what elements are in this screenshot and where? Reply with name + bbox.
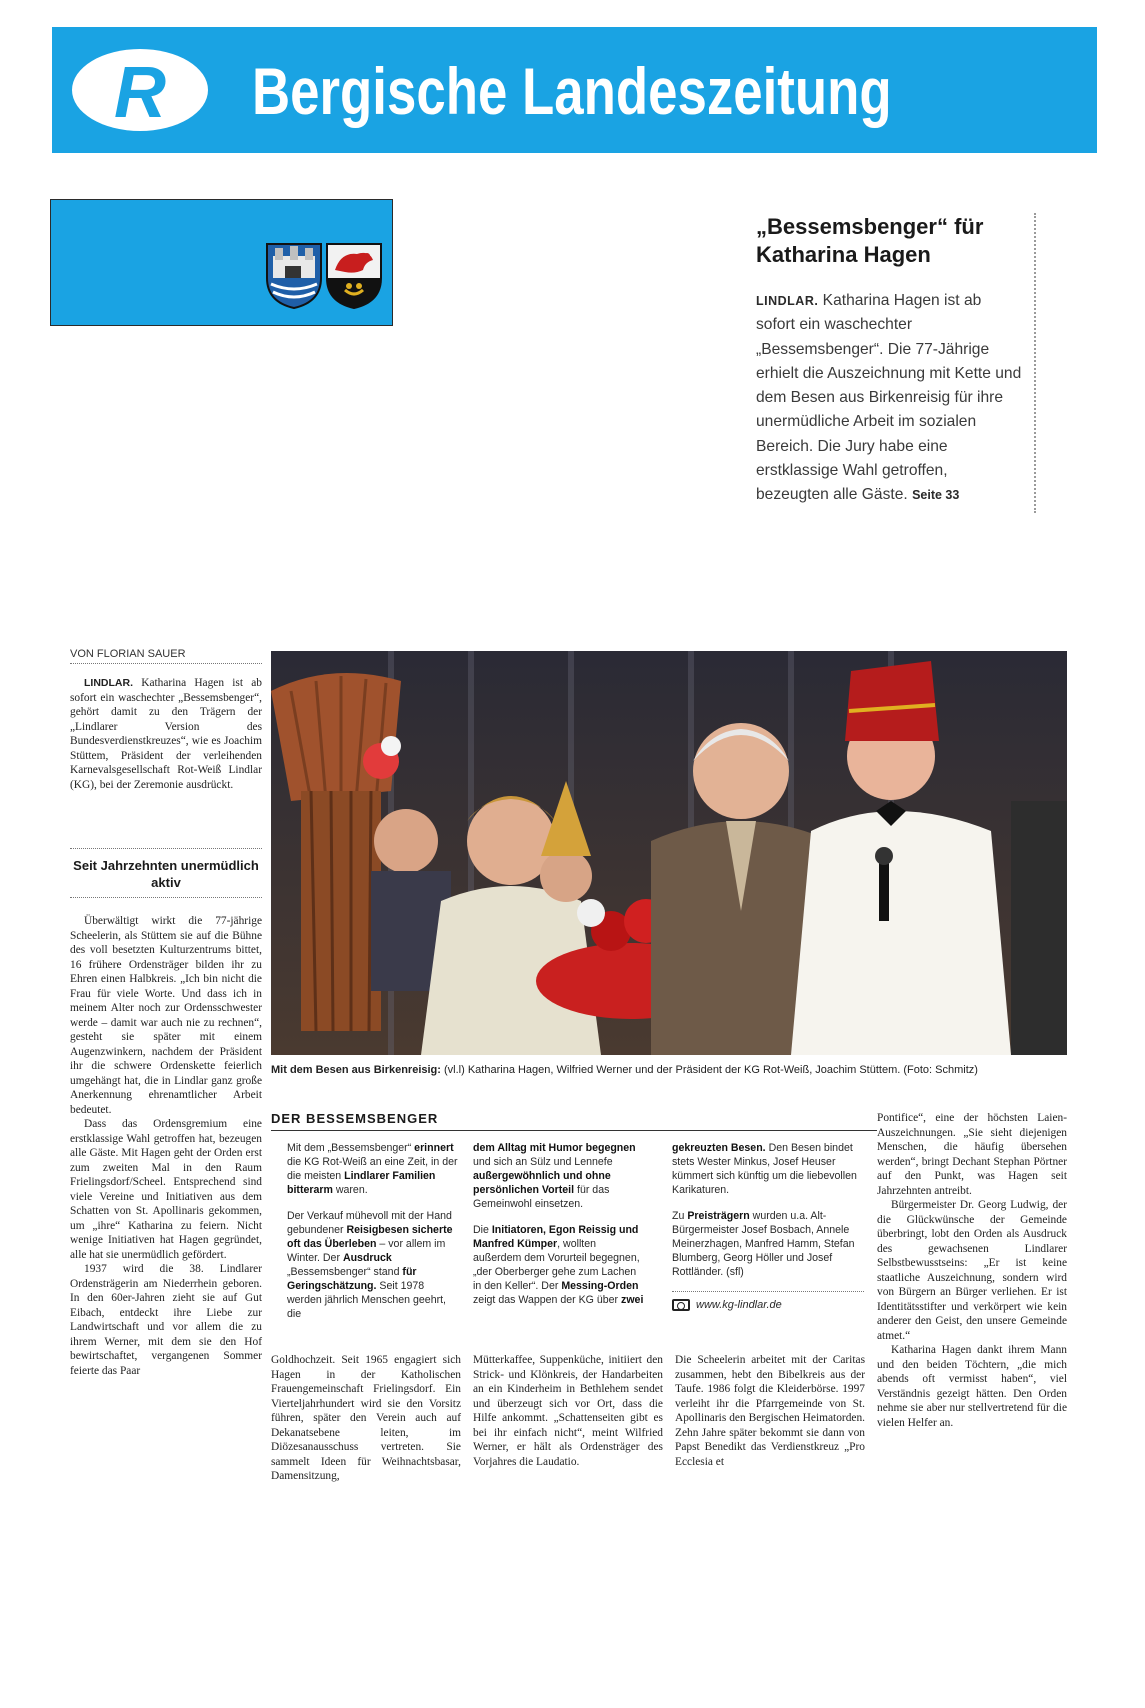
newspaper-title: Bergische Landeszeitung: [252, 54, 892, 128]
website-link[interactable]: [672, 1291, 864, 1312]
article-intro: Katharina Hagen ist ab sofort ein waschechter „Bessemsbenger“, gehört damit zu den Trägern der „Lindlarer Version des Bundesverdienstkreuzes“, wie es Joachim Stüttem, Präsident der verleihenden Karnevalsgesellschaft Rot-Weiß Lindlar (KG), bei der Zeremonie ausdrückt.: [70, 677, 262, 791]
photo-caption-text: (vl.l) Katharina Hagen, Wilfried Werner und der Präsident der KG Rot-Weiß, Joachim Stüttem. (Foto: Schmitz): [444, 1064, 978, 1076]
teaser-headline: „Bessemsbenger“ für Katharina Hagen: [756, 214, 984, 267]
article-paragraph: Die Scheelerin arbeitet mit der Caritas zusammen, hebt den Bibelkreis aus der Taufe. 1986 folgt die Kleiderbörse. 1997 verleiht ihr die Pfarrgemeinde von St. Apollinaris den Bergischen Heimatorden. Zehn Jahre später bekommt sie dann von Papst Benedikt das Verdienstkreuz „Pro Ecclesia et: [675, 1354, 865, 1468]
infobox-text: außergewöhnlich und ohne persönlichen Vorteil: [473, 1170, 611, 1196]
infobox-text: „Bessemsbenger“ stand: [287, 1266, 403, 1278]
svg-text:R: R: [114, 53, 166, 133]
infobox-text: für Geringschätzung.: [287, 1266, 417, 1292]
infobox-text: wurden u.a. Alt-Bürgermeister Josef Bosbach, Annele Meinerzhagen, Manfred Hamm, Stefan Blumberg, Georg Höller und Josef Rottländer. (sfl): [672, 1210, 855, 1278]
article-photo: [271, 651, 1067, 1055]
article-paragraph: Katharina Hagen dankt ihrem Mann und den beiden Töchtern, „die mich abends oft vermisst haben“, viel Verständnis gezeigt hätten. Den Orden nehme sie aber nur stellvertretend für die vielen Helfer an.: [877, 1344, 1067, 1429]
infobox-column-1: [287, 1141, 459, 1333]
teaser-body: [756, 289, 1022, 508]
infobox-heading: DER BESSEMSBENGER: [271, 1111, 877, 1131]
infobox-text: dem Alltag mit Humor begegnen: [473, 1142, 636, 1154]
infobox-text: zeigt das Wappen der KG über: [473, 1294, 622, 1306]
article-location: LINDLAR.: [84, 677, 133, 689]
web-link-icon: [672, 1299, 690, 1311]
article-paragraph: Goldhochzeit. Seit 1965 engagiert sich Hagen in der Katholischen Frauengemeinschaft Frielingsdorf. Ein Vierteljahrhundert wird sie den Vorsitz führen, später den Verein auch auf Dekanatsebene leiten, im Diözesanausschuss vertreten. Sie sammelt Ideen für Weihnachtsbasar, Damensitzung,: [271, 1354, 461, 1482]
infobox-text: gekreuzten Besen.: [672, 1142, 766, 1154]
newspaper-r-logo-icon: [70, 47, 210, 133]
infobox-column-2: [473, 1141, 645, 1319]
infobox-text: Die: [473, 1224, 492, 1236]
infobox-text: zwei: [621, 1294, 644, 1306]
article-column-1-intro: [70, 676, 262, 792]
article-paragraph: Bürgermeister Dr. Georg Ludwig, der die Glückwünsche der Gemeinde überbringt, lobt den Orden als Ausdruck des gewachsenen Lindlarer Selbstbewusstseins: „Er ist keine staatliche Auszeichnung, sondern wird von Bürgern an Bürger verliehen. Er ist Identitätsstifter und verkörpert wie kein anderer den Geist, den unsere Gemeinde atmet.“: [877, 1199, 1067, 1342]
teaser-location: LINDLAR.: [756, 294, 819, 308]
infobox-text: Den Besen bindet stets Wester Minkus, Josef Heuser kümmert sich künftig um die liebevollen Karikaturen.: [672, 1142, 857, 1196]
infobox-text: Der Verkauf mühevoll mit der Hand gebundener: [287, 1210, 452, 1236]
infobox-text: und sich an Sülz und Lennefe: [473, 1156, 613, 1168]
local-section-banner: [50, 199, 393, 326]
article-column-3: [473, 1353, 663, 1469]
newspaper-masthead: [52, 27, 1097, 153]
infobox-text: Seit 1978 werden jährlich Menschen geehrt, die: [287, 1280, 446, 1320]
infobox-column-3: [672, 1141, 864, 1312]
infobox-text: , wollten außerdem dem Vorurteil begegnen, „der Oberberger gehe zum Lachen in den Keller“. Der: [473, 1238, 640, 1292]
infobox-text: Zu: [672, 1210, 688, 1222]
photo-caption: [271, 1063, 1071, 1077]
article-paragraph: Mütterkaffee, Suppenküche, initiiert den Strick- und Klönkreis, der Handarbeiten an ein Kinderheim in Bethlehem sendet und überzeugt sich vor Ort, dass die Hilfe ankommt. „Schattenseiten gibt es bei ihr einfach nicht“, meint Wilfried Werner, er hält als Ordensträger des Vorjahres die Laudatio.: [473, 1354, 663, 1468]
article-paragraph: Pontifice“, eine der höchsten Laien-Auszeichnungen. „Sie sieht diejenigen Menschen, die häufig übersehen werden“, bringt Dechant Stephan Pörtner auf den Punkt, was Hagen seit Jahrzehnten antreibt.: [877, 1112, 1067, 1197]
red-animal-coat-of-arms-icon: [327, 244, 381, 308]
infobox-text: Initiatoren, Egon Reissig und Manfred Kümper: [473, 1224, 639, 1250]
photo-caption-lead: Mit dem Besen aus Birkenreisig:: [271, 1064, 441, 1076]
article-paragraph: 1937 wird die 38. Lindlarer Ordensträgerin am Niederrhein geboren. In den 60er-Jahren zieht sie auf Gut Eibach, entdeckt ihre Liebe zur Landwirtschaft und vor allem die zu ihrem Werner, mit dem sie den Hof bewirtschaftet, vergangenen Sommer feierte das Paar: [70, 1263, 262, 1377]
infobox-text: waren.: [332, 1184, 368, 1196]
website-link-text[interactable]: www.kg-lindlar.de: [696, 1299, 782, 1311]
infobox-text: Mit dem „Bessemsbenger“: [287, 1142, 415, 1154]
coat-of-arms-pair-icon: [265, 240, 385, 310]
article-column-2: [271, 1353, 461, 1484]
infobox-text: die KG Rot-Weiß an eine Zeit, in der die meisten: [287, 1156, 458, 1182]
lindlar-coat-of-arms-icon: [267, 244, 321, 308]
teaser-box: [756, 213, 1036, 513]
teaser-text: Katharina Hagen ist ab sofort ein waschechter „Bessemsbenger“. Die 77-Jährige erhielt die Auszeichnung mit Kette und dem Besen aus Birkenreisig für ihre unermüdliche Arbeit im sozialen Bereich. Die Jury habe eine erstklassige Wahl getroffen, bezeugten alle Gäste.: [756, 292, 1022, 504]
infobox-text: Messing-Orden: [561, 1280, 639, 1292]
infobox-text: für das Gemeinwohl einsetzen.: [473, 1184, 610, 1210]
article-paragraph: Überwältigt wirkt die 77-jährige Scheelerin, als Stüttem sie auf die Bühne des voll besetzten Kulturzentrums bittet, 16 frühere Ordensträger bilden ihr zu Ehren einen Halbkreis. „Ich bin nicht die Frau für viele Worte. Und dass ich in meinem Alter noch zur Ordensschwester werde – damit war auch nie zu rechnen“, gesteht sie später mit einem Augenzwinkern, nachdem der Präsident ihr die schwere Ordenskette feierlich umgehängt hat, die in Lindlar ganz große Anerkennung ehrenamtlicher Arbeit bedeutet.: [70, 915, 262, 1116]
article-subheading: Seit Jahrzehnten unermüdlich aktiv: [70, 848, 262, 898]
article-column-1: [70, 914, 262, 1378]
teaser-page-reference[interactable]: Seite 33: [912, 488, 960, 503]
article-byline: VON FLORIAN SAUER: [70, 648, 262, 664]
infobox-text: Lindlarer Familien bitterarm: [287, 1170, 436, 1196]
article-column-4: [675, 1353, 865, 1469]
infobox-text: Reisigbesen sicherte oft das Überleben: [287, 1224, 453, 1250]
infobox-text: Ausdruck: [342, 1252, 392, 1264]
ceremony-photo-image: [271, 651, 1067, 1055]
infobox-text: erinnert: [414, 1142, 454, 1154]
article-paragraph: Dass das Ordensgremium eine erstklassige Wahl getroffen hat, bezeugen alle Gäste. Mit Hagen geht der Orden erst zum zweiten Mal in den Raum Frielingsdorf/Scheel. Entsprechend sind viele Vereine und Initiativen aus dem Schatten von St. Apollinaris gekommen, um „ihre“ Katharina zu feiern. Nicht wenige Initiativen hat Hagen gegründet, alle hat sie unermüdlich gefördert.: [70, 1118, 262, 1261]
infobox-text: – vor allem im Winter. Der: [287, 1238, 446, 1264]
article-column-5: [877, 1111, 1067, 1430]
infobox-text: Preisträgern: [687, 1210, 750, 1222]
